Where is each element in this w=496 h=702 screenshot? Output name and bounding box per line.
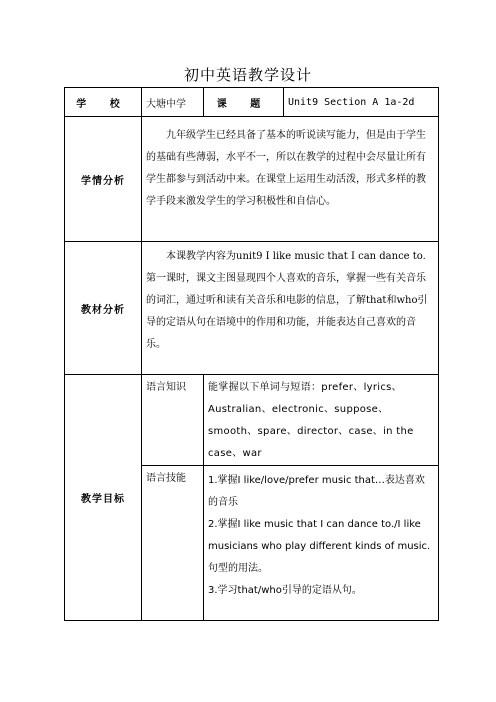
- lesson-plan-table: [64, 87, 439, 621]
- skills-cell: [204, 466, 439, 621]
- skill-item-3: 3.学习that/who引导的定语从句。: [208, 585, 362, 596]
- document-title: 初中英语教学设计: [183, 66, 312, 84]
- learner-analysis-label: 学情分析: [65, 117, 142, 242]
- knowledge-cell: [204, 375, 439, 466]
- header-row: [65, 88, 439, 117]
- teaching-objectives-label: 教学目标: [65, 375, 142, 621]
- skill-item-1: 1.掌握I like/love/prefer music that…表达喜欢的音乐: [208, 475, 425, 508]
- learner-analysis-cell: [142, 117, 439, 242]
- textbook-analysis-cell: [142, 242, 439, 375]
- learner-analysis-text: 九年级学生已经具备了基本的听说读写能力，但是由于学生的基础有些薄弱，水平不一，所以在教学的过程中会尽量让所有学生都参与到活动中来。在课堂上运用生动活泼，形式多样的教学手段来激发学生的学习积极性和自信心。: [146, 130, 426, 207]
- textbook-analysis-row: [65, 242, 439, 375]
- knowledge-text: 能掌握以下单词与短语：prefer、lyrics、Australian、electronic、suppose、smooth、spare、director、case、in the case、war: [208, 382, 414, 459]
- topic-value: Unit9 Section A 1a-2d: [284, 88, 439, 117]
- textbook-analysis-text: 本课教学内容为unit9 I like music that I can dance to.第一课时，课文主图显现四个人喜欢的音乐，掌握一些有关音乐的词汇，通过听和读有关音乐和电影的信息，了解that和who引导的定语从句在语境中的作用和功能，并能表达自己喜欢的音乐。: [146, 251, 428, 350]
- school-value: 大塘中学: [142, 88, 204, 117]
- learner-analysis-row: [65, 117, 439, 242]
- skills-label: 语言技能: [142, 466, 204, 621]
- textbook-analysis-label: 教材分析: [65, 242, 142, 375]
- skill-item-2: 2.掌握I like music that I can dance to./I like musicians who play different kinds of music.句型的用法。: [208, 519, 431, 574]
- school-label: 学 校: [65, 88, 142, 117]
- topic-label: 课 题: [204, 88, 284, 117]
- objectives-knowledge-row: [65, 375, 439, 466]
- knowledge-label: 语言知识: [142, 375, 204, 466]
- skills-list: [204, 466, 438, 602]
